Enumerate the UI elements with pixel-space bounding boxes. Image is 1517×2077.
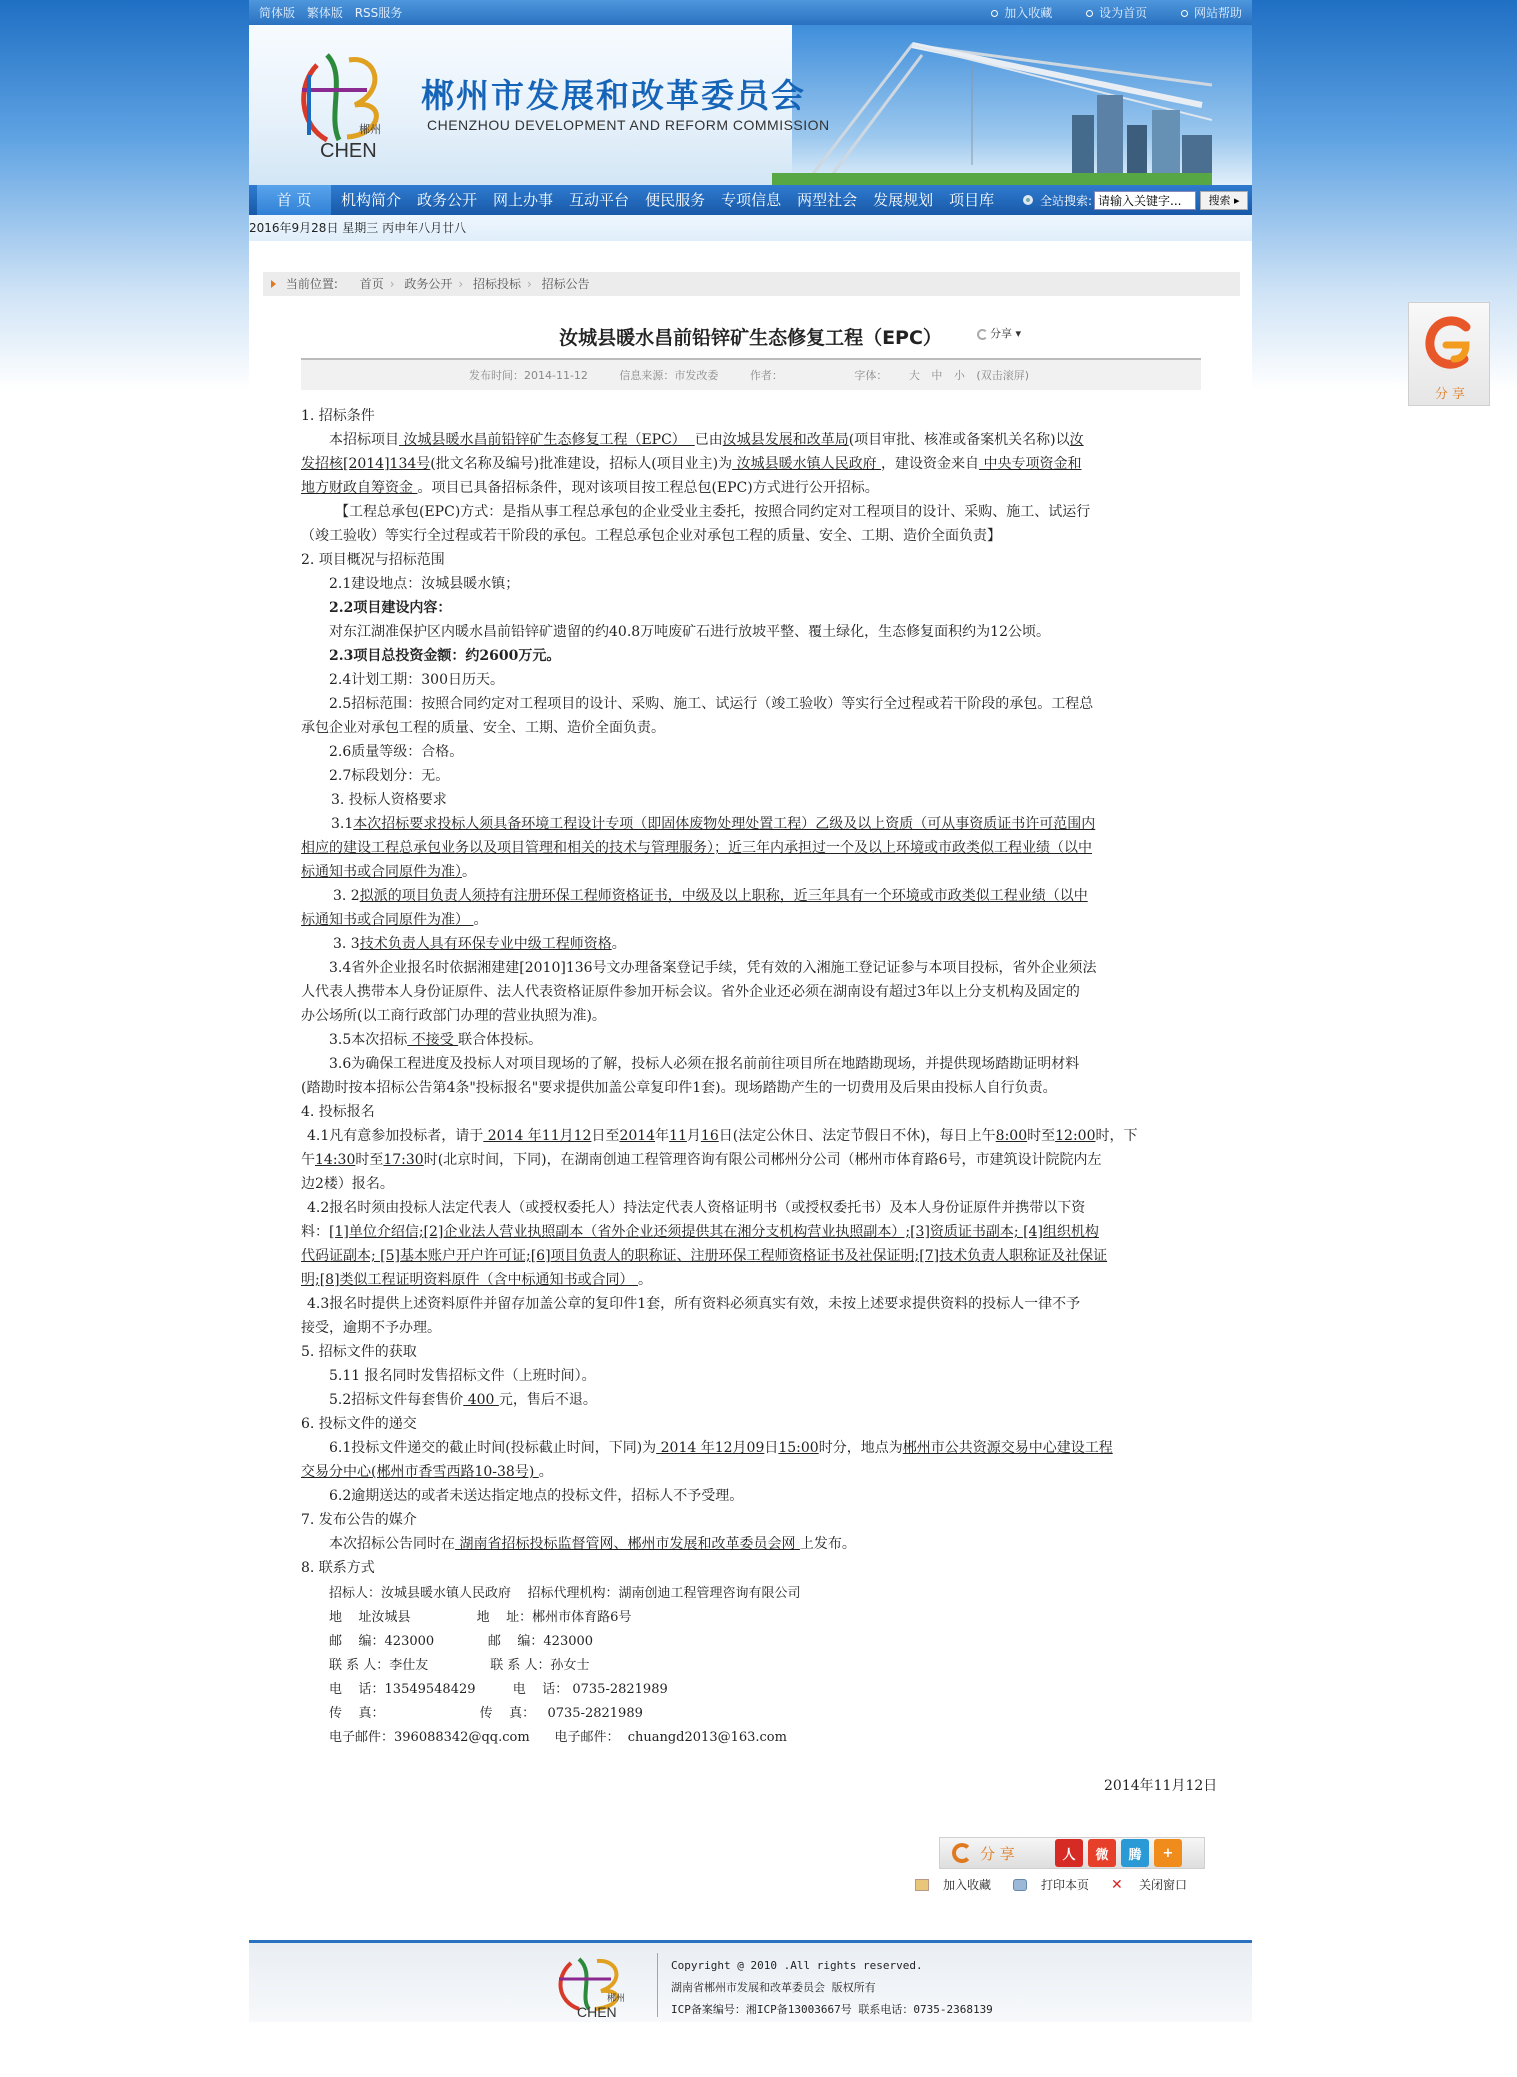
page-tools <box>915 1876 1187 1893</box>
breadcrumb-bidding[interactable]: 招标投标 <box>473 277 522 291</box>
paragraph-line: 交易分中心(郴州市香雪西路10-38号) 。 <box>301 1464 553 1480</box>
close-icon: ✕ <box>1111 1876 1123 1893</box>
footer <box>249 1940 1252 2022</box>
date-line: 2016年9月28日 星期三 丙申年八月廿八 <box>249 215 1252 241</box>
publish-time: 发布时间：2014-11-12 <box>468 369 588 382</box>
nav-public-service[interactable]: 便民服务 <box>645 191 706 209</box>
article-meta <box>301 358 1201 390</box>
paragraph-line: 4.1凡有意参加投标者，请于 2014 年11月12日至2014年11月16日(法定公休日、法定节假日不休)，每日上午8:00时至12:00时，下 <box>307 1128 1138 1144</box>
dblclick-scroll: (双击滚屏) <box>976 369 1030 382</box>
share-label-text: 分 享 <box>980 1844 1015 1863</box>
footer-divider <box>657 1953 658 2017</box>
traditional-link[interactable]: 繁体版 <box>306 6 343 20</box>
search-icon <box>1021 193 1037 207</box>
contact-line: 电 话：13549548429 电 话： 0735-2821989 <box>329 1682 668 1697</box>
section-heading: 4. 投标报名 <box>301 1104 375 1120</box>
share-label <box>940 1843 1050 1864</box>
paragraph-line: 3.4省外企业报名时依据湘建建[2010]136号文办理备案登记手续，凭有效的入湘施工登记证参与本项目投标，省外企业须法 <box>329 960 1097 976</box>
paragraph-line: 3. 3技术负责人具有环保专业中级工程师资格。 <box>333 936 626 952</box>
section-heading: 6. 投标文件的递交 <box>301 1416 417 1432</box>
nav-special-info[interactable]: 专项信息 <box>721 191 782 209</box>
paragraph-line: 标通知书或合同原件为准） 。 <box>301 912 488 928</box>
paragraph-line: （竣工验收）等实行全过程或若干阶段的承包。工程总承包企业对承包工程的质量、安全、工期、造价全面负责】 <box>301 528 1001 544</box>
font-small[interactable]: 小 <box>953 369 965 382</box>
share-mini-label: 分享 <box>990 327 1012 340</box>
paragraph-line: 【工程总承包(EPC)方式：是指从事工程总承包的企业受业主委托，按照合同约定对工程项目的设计、采购、施工、试运行 <box>335 504 1091 520</box>
contact-line: 邮 编：423000 邮 编：423000 <box>329 1634 594 1649</box>
paragraph-line: 料：[1]单位介绍信;[2]企业法人营业执照副本（省外企业还须提供其在湘分支机构营业执照副本）;[3]资质证书副本; [4]组织机构 <box>301 1224 1099 1240</box>
nav-about[interactable]: 机构简介 <box>341 191 402 209</box>
search-input[interactable] <box>1094 191 1196 210</box>
contact-line: 联 系 人：李仕友 联 系 人：孙女士 <box>329 1658 590 1673</box>
breadcrumb-bid-notice[interactable]: 招标公告 <box>541 277 590 291</box>
close-window-tool[interactable] <box>1111 1876 1187 1893</box>
main-nav <box>249 185 1252 215</box>
site-title: 郴州市发展和改革委员会 <box>421 76 806 115</box>
footer-text <box>671 1955 993 2021</box>
search-label: 全站搜索: <box>1039 193 1092 208</box>
paragraph-line: 接受，逾期不予办理。 <box>301 1320 441 1336</box>
nav-planning[interactable]: 发展规划 <box>873 191 934 209</box>
top-bar <box>249 0 1252 25</box>
site-title-en: CHENZHOU DEVELOPMENT AND REFORM COMMISSION <box>427 117 830 133</box>
circle-icon <box>1086 10 1093 17</box>
simplified-link[interactable]: 简体版 <box>259 6 296 20</box>
section-heading: 2. 项目概况与招标范围 <box>301 552 445 568</box>
article-date: 2014年11月12日 <box>1104 1778 1218 1794</box>
paragraph-line: 发招核[2014]134号(批文名称及编号)批准建设，招标人(项目业主)为 汝城县暖水镇人民政府 ，建设资金来自 中央专项资金和 <box>301 456 1082 472</box>
font-medium[interactable]: 中 <box>931 369 943 382</box>
paragraph-line: 人代表人携带本人身份证原件、法人代表资格证原件参加开标会议。省外企业还必须在湖南设有超过3年以上分支机构及固定的 <box>301 984 1080 1000</box>
nav-online-service[interactable]: 网上办事 <box>493 191 554 209</box>
contact-line: 电子邮件：396088342@qq.com 电子邮件： chuangd2013@163.com <box>329 1730 787 1745</box>
paragraph-line: 3.6为确保工程进度及投标人对项目现场的了解，投标人必须在报名前前往项目所在地踏勘现场，并提供现场踏勘证明材料 <box>329 1056 1080 1072</box>
paragraph-line: (踏勘时按本招标公告第4条"投标报名"要求提供加盖公章复印件1套)。现场踏勘产生的一切费用及后果由投标人自行负责。 <box>301 1080 1057 1096</box>
nav-home[interactable]: 首 页 <box>257 185 331 215</box>
paragraph-line: 6.1投标文件递交的截止时间(投标截止时间，下同)为 2014 年12月09日15:00时分，地点为郴州市公共资源交易中心建设工程 <box>329 1440 1113 1456</box>
share-mini-button[interactable]: 分享 ▾ <box>977 325 1021 341</box>
nav-project-library[interactable]: 项目库 <box>949 191 995 209</box>
paragraph-line: 代码证副本; [5]基本账户开户许可证;[6]项目负责人的职称证、注册环保工程师资格证书及社保证明;[7]技术负责人职称证及社保证 <box>301 1248 1108 1264</box>
paragraph-line: 2.3项目总投资金额：约2600万元。 <box>329 648 561 664</box>
breadcrumb-label: 当前位置: <box>285 277 338 291</box>
close-window-label: 关闭窗口 <box>1139 1878 1188 1892</box>
paragraph-line: 2.6质量等级：合格。 <box>329 744 464 760</box>
share-more-button[interactable]: + <box>1154 1839 1182 1867</box>
share-tencent-button[interactable]: 腾 <box>1121 1839 1149 1867</box>
paragraph-line: 3.5本次招标 不接受 联合体投标。 <box>329 1032 543 1048</box>
paragraph-line: 4.3报名时提供上述资料原件并留存加盖公章的复印件1套，所有资料必须真实有效，未按上述要求提供资料的投标人一律不予 <box>307 1296 1081 1312</box>
font-size-label: 字体： <box>854 369 888 382</box>
contact-line: 传 真： 传 真： 0735-2821989 <box>329 1706 643 1721</box>
printer-icon <box>1013 1879 1027 1891</box>
owner-line: 湖南省郴州市发展和改革委员会 版权所有 <box>671 1981 876 1994</box>
paragraph-line: 本次招标公告同时在 湖南省招标投标监督管网、郴州市发展和改革委员会网 上发布。 <box>329 1536 856 1552</box>
paragraph-line: 承包企业对承包工程的质量、安全、工期、造价全面负责。 <box>301 720 665 736</box>
print-page-label: 打印本页 <box>1041 1878 1090 1892</box>
share-logo-icon <box>1424 315 1474 371</box>
footer-logo <box>549 1955 639 2019</box>
arrow-icon <box>271 280 276 288</box>
logo-text-cn: 郴州 <box>359 123 381 136</box>
paragraph-line: 6.2逾期送达的或者未送达指定地点的投标文件，招标人不予受理。 <box>329 1488 744 1504</box>
paragraph-line: 3.1本次招标要求投标人须具备环境工程设计专项（即固体废物处理处置工程）乙级及以上资质（可从事资质证书许可范围内 <box>331 816 1096 832</box>
add-favorite-tool[interactable] <box>915 1876 991 1893</box>
paragraph-line: 2.5招标范围：按照合同约定对工程项目的设计、采购、施工、试运行（竣工验收）等实行全过程或若干阶段的承包。工程总 <box>329 696 1094 712</box>
search-button[interactable]: 搜索 ▸ <box>1200 191 1248 210</box>
contact-line: 地 址汝城县 地 址：郴州市体育路6号 <box>329 1610 632 1625</box>
share-logo-icon <box>952 1843 972 1863</box>
add-favorite-link[interactable]: 加入收藏 <box>991 6 1052 20</box>
nav-two-type-society[interactable]: 两型社会 <box>797 191 858 209</box>
breadcrumb-gov-affairs[interactable]: 政务公开 <box>404 277 453 291</box>
page-container <box>249 0 1252 2077</box>
paragraph-line: 本招标项目 汝城县暖水昌前铅锌矿生态修复工程（EPC） 已由汝城县发展和改革局(项目审批、核准或备案机关名称)以汝 <box>329 432 1084 448</box>
folder-icon <box>915 1879 929 1891</box>
paragraph-line: 对东江湖准保护区内暖水昌前铅锌矿遗留的约40.8万吨废矿石进行放坡平整、覆土绿化，生态修复面积约为12公顷。 <box>329 624 1050 640</box>
paragraph-line: 5.11 报名同时发售招标文件（上班时间）。 <box>329 1368 596 1384</box>
paragraph-line: 4.2报名时须由投标人法定代表人（或授权委托人）持法定代表人资格证明书（或授权委托书）及本人身份证原件并携带以下资 <box>307 1200 1086 1216</box>
nav-gov-affairs[interactable]: 政务公开 <box>417 191 478 209</box>
paragraph-line: 标通知书或合同原件为准）。 <box>301 864 476 880</box>
contact-line: 招标人：汝城县暖水镇人民政府 招标代理机构：湖南创迪工程管理咨询有限公司 <box>329 1586 801 1601</box>
share-renren-button[interactable]: 人 <box>1055 1839 1083 1867</box>
print-page-tool[interactable] <box>1013 1876 1089 1893</box>
paragraph-line: 午14:30时至17:30时(北京时间，下同)，在湖南创迪工程管理咨询有限公司郴州分公司（郴州市体育路6号，市建筑设计院院内左 <box>301 1152 1102 1168</box>
font-large[interactable]: 大 <box>908 369 920 382</box>
footer-logo-text-cn: 郴州 <box>607 1994 626 2004</box>
rss-link[interactable]: RSS服务 <box>354 6 403 20</box>
share-toolbar <box>939 1837 1205 1869</box>
side-share-button[interactable] <box>1408 302 1490 406</box>
footer-logo-text-en: CHEN <box>577 2004 617 2019</box>
share-weibo-button[interactable]: 微 <box>1088 1839 1116 1867</box>
site-search <box>1021 191 1252 210</box>
commission-logo <box>287 45 397 160</box>
section-heading: 7. 发布公告的媒介 <box>301 1512 417 1528</box>
site-help-link[interactable]: 网站帮助 <box>1181 6 1242 20</box>
paragraph-line: 地方财政自筹资金 。项目已具备招标条件，现对该项目按工程总包(EPC)方式进行公开招标。 <box>301 480 879 496</box>
side-share-label: 分 享 <box>1434 387 1466 402</box>
share-icon <box>977 329 988 340</box>
search-button-label: 搜索 <box>1208 194 1231 207</box>
paragraph-line: 明;[8]类似工程证明资料原件（含中标通知书或合同） 。 <box>301 1272 652 1288</box>
info-source: 信息来源：市发改委 <box>619 369 719 382</box>
header-banner <box>249 25 1252 185</box>
section-heading: 1. 招标条件 <box>301 408 375 424</box>
paragraph-line: 2.1建设地点：汝城县暖水镇； <box>329 576 520 592</box>
copyright-line: Copyright @ 2010 .All rights reserved. <box>671 1959 923 1972</box>
article-title: 汝城县暖水昌前铅锌矿生态修复工程（EPC） <box>559 327 942 349</box>
paragraph-line: 相应的建设工程总承包业务以及项目管理和相关的技术与管理服务）；近三年内承担过一个及以上环境或市政类似工程业绩（以中 <box>301 840 1092 856</box>
paragraph-line: 3. 2拟派的项目负责人须持有注册环保工程师资格证书，中级及以上职称，近三年具有一个环境或市政类似工程业绩（以中 <box>333 888 1088 904</box>
paragraph-line: 2.4计划工期：300日历天。 <box>329 672 504 688</box>
nav-interaction[interactable]: 互动平台 <box>569 191 630 209</box>
breadcrumb-home[interactable]: 首页 <box>359 277 384 291</box>
circle-icon <box>991 10 998 17</box>
set-homepage-link[interactable]: 设为首页 <box>1086 6 1147 20</box>
circle-icon <box>1181 10 1188 17</box>
paragraph-line: 2.7标段划分：无。 <box>329 768 450 784</box>
paragraph-line: 2.2项目建设内容： <box>329 600 452 616</box>
breadcrumb: 当前位置: 首页 › 政务公开 › 招标投标 › 招标公告 <box>263 272 1240 296</box>
icp-line: ICP备案编号：湘ICP备13003667号 联系电话：0735-2368139 <box>671 2003 993 2016</box>
section-heading: 3. 投标人资格要求 <box>331 792 447 808</box>
add-favorite-label: 加入收藏 <box>943 1878 992 1892</box>
paragraph-line: 办公场所(以工商行政部门办理的营业执照为准)。 <box>301 1008 606 1024</box>
crane-illustration <box>772 25 1212 185</box>
section-heading: 8. 联系方式 <box>301 1560 375 1576</box>
paragraph-line: 5.2招标文件每套售价 400 元，售后不退。 <box>329 1392 597 1408</box>
author: 作者： <box>749 369 783 382</box>
section-heading: 5. 招标文件的获取 <box>301 1344 417 1360</box>
logo-text-en: CHEN <box>320 140 377 160</box>
paragraph-line: 边2楼）报名。 <box>301 1176 394 1192</box>
